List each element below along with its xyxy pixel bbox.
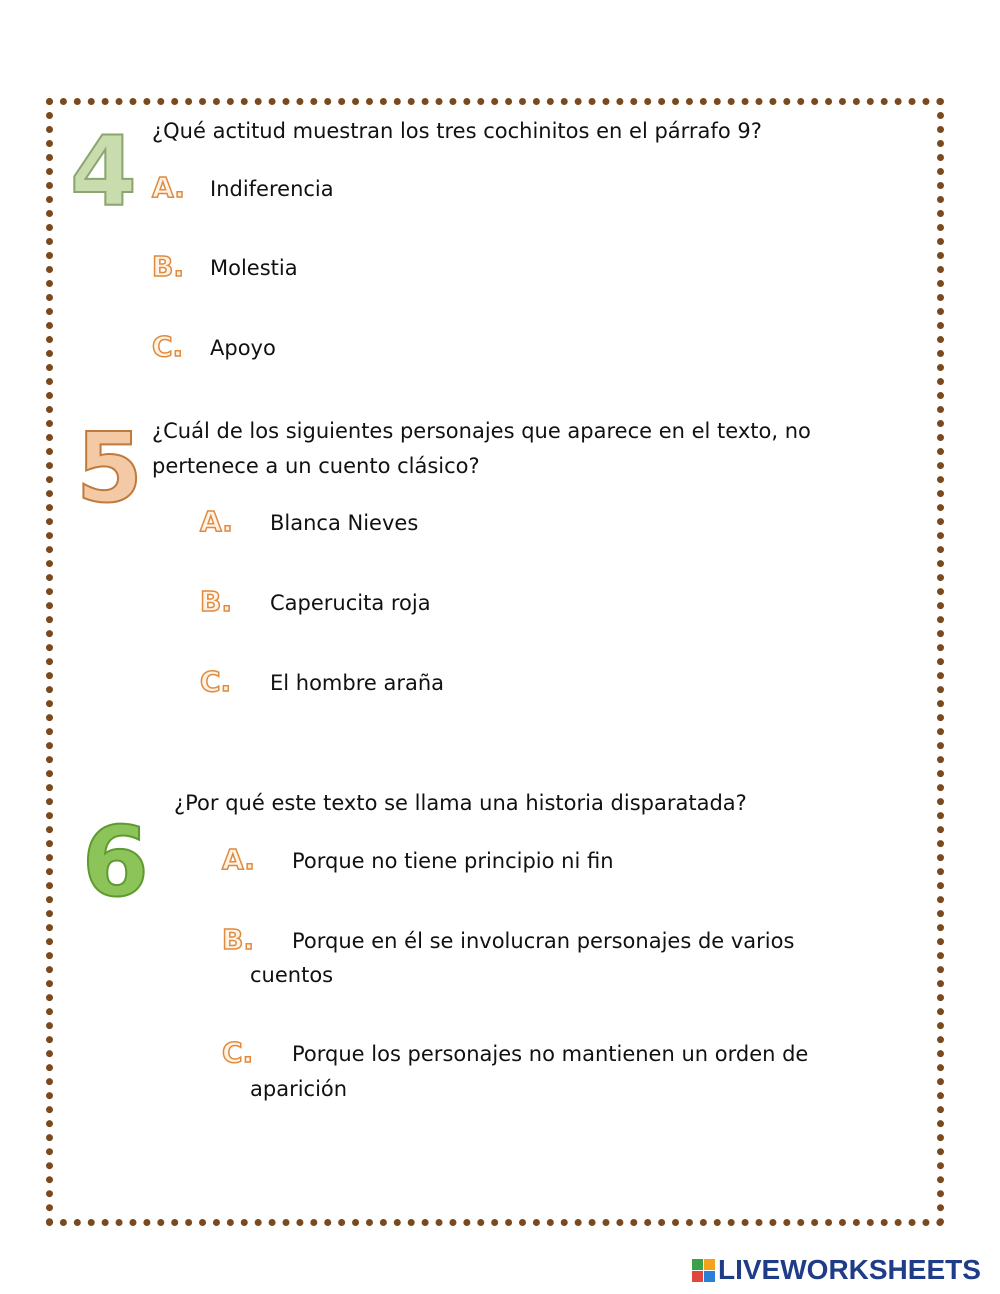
question-6-number: 6 (82, 806, 149, 918)
question-5-option-a-text[interactable]: Blanca Nieves (270, 511, 419, 535)
liveworksheets-logo[interactable] (692, 1254, 981, 1286)
question-4-number: 4 (70, 116, 137, 228)
question-5-number: 5 (76, 412, 143, 524)
question-6-option-b-text-line1[interactable]: Porque en él se involucran personajes de varios (292, 929, 795, 953)
question-6-option-c-text-line2[interactable]: aparición (250, 1077, 348, 1101)
question-5-option-c-letter[interactable]: C. (200, 665, 232, 698)
question-6-option-c-letter[interactable]: C. (222, 1036, 254, 1069)
question-4-option-b-text[interactable]: Molestia (210, 256, 298, 280)
question-6-option-b-text-line2[interactable]: cuentos (250, 963, 334, 987)
question-4-option-b-letter[interactable]: B. (152, 250, 184, 283)
question-4-option-c-letter[interactable]: C. (152, 330, 184, 363)
question-5-option-b-text[interactable]: Caperucita roja (270, 591, 431, 615)
question-4-option-a-letter[interactable]: A. (152, 171, 185, 204)
question-6-option-b-letter[interactable]: B. (222, 923, 254, 956)
question-4-option-c-text[interactable]: Apoyo (210, 336, 276, 360)
question-5-option-c-text[interactable]: El hombre araña (270, 671, 445, 695)
question-4-text: ¿Qué actitud muestran los tres cochinitos en el párrafo 9? (152, 119, 762, 143)
liveworksheets-logo-text: LIVEWORKSHEETS (718, 1254, 981, 1285)
question-6-text: ¿Por qué este texto se llama una historia disparatada? (174, 791, 747, 815)
question-5-text-line2: pertenece a un cuento clásico? (152, 454, 480, 478)
question-6-option-a-letter[interactable]: A. (222, 843, 255, 876)
question-6-option-a-text[interactable]: Porque no tiene principio ni fin (292, 849, 614, 873)
question-5-option-b-letter[interactable]: B. (200, 585, 232, 618)
question-5-text-line1: ¿Cuál de los siguientes personajes que aparece en el texto, no (152, 419, 811, 443)
liveworksheets-logo-icon (692, 1259, 715, 1282)
question-4-option-a-text[interactable]: Indiferencia (210, 177, 334, 201)
question-5-option-a-letter[interactable]: A. (200, 505, 233, 538)
question-6-option-c-text-line1[interactable]: Porque los personajes no mantienen un orden de (292, 1042, 809, 1066)
